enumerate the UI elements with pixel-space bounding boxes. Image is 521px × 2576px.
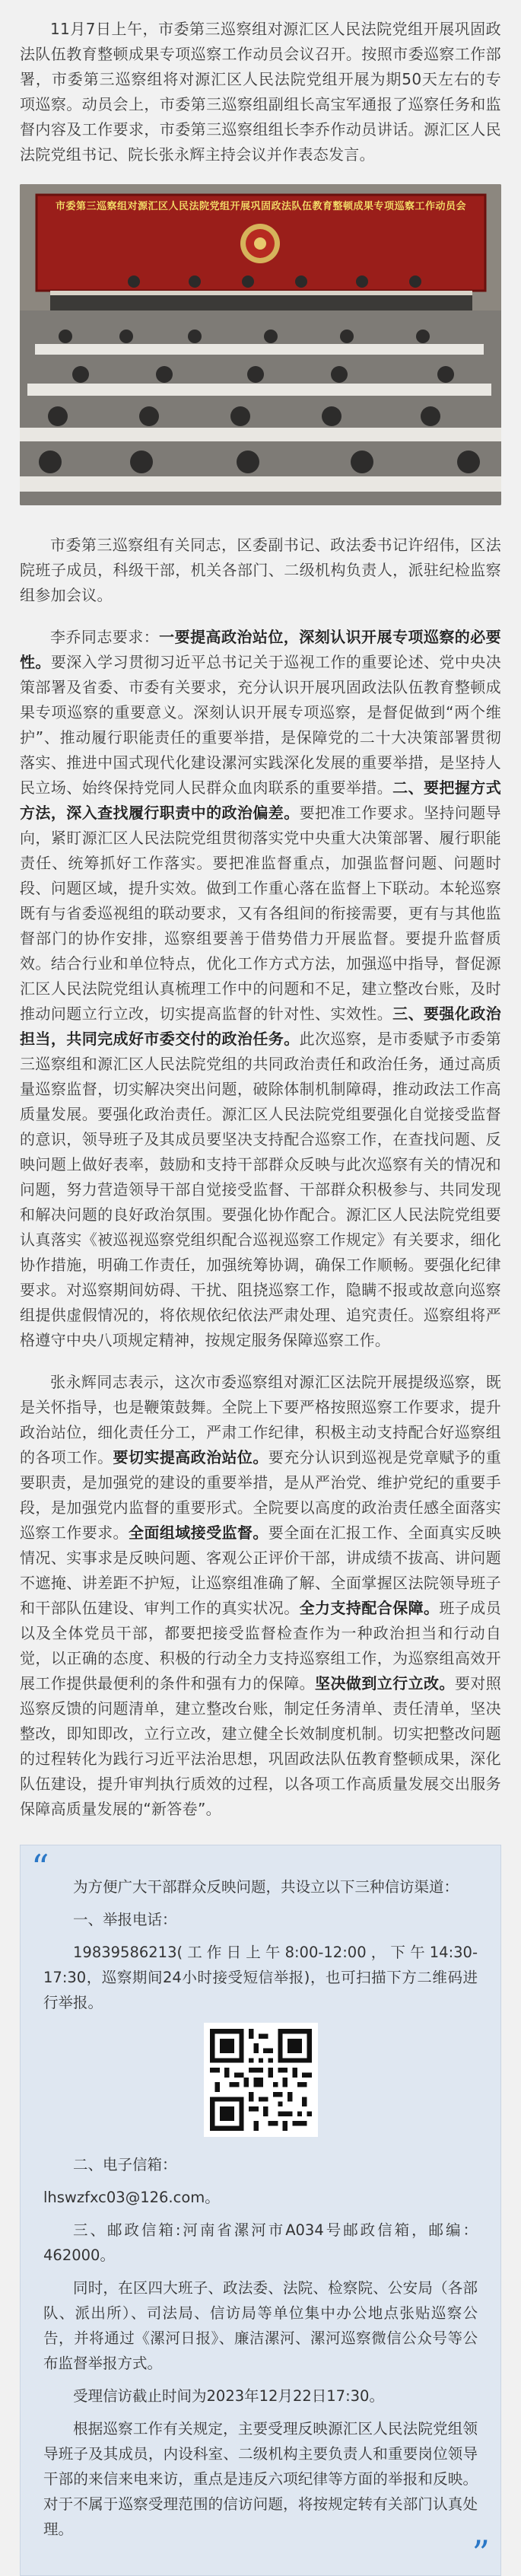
article-paragraph-2: 市委第三巡察组有关同志，区委副书记、政法委书记许绍伟，区法院班子成员，科级干部，机关各部门、二级机构负责人，派驻纪检监察组参加会议。 [20,536,501,604]
p4-text-4: 班子成员以及全体党员干部，都要把接受监督检查作为一种政治担当和行动自觉，以正确的态度、积极的行动全力支持巡察组工作，为巡察组高效开展工作提供最便利的条件和强有力的保障。 [20,1599,502,1692]
notice-boxes-text: 同时，在区四大班子、政法委、法院、检察院、公安局（各部队、派出所）、司法局、信访局等单位集中办公地点张贴巡察公告，并将通过《漯河日报》、廉洁漯河、漯河巡察微信公众号等公布监督举报方式。 [43,2279,478,2372]
scope-text: 根据巡察工作有关规定，主要受理反映源汇区人民法院党组领导班子及其成员，内设科室、二级机构主要负责人和重要岗位领导干部的来信来电来访，重点是违反六项纪律等方面的举报和反映。对于不属于巡察受理范围的信访问题，将按规定转有关部门认真处理。 [43,2420,478,2538]
phone-text: 19839586213(工作日上午8:00-12:00，下午14:30-17:30，巡察期间24小时接受短信举报)，也可扫描下方二维码进行举报。 [43,1944,478,2011]
p4-text-3: 要全面在汇报工作、全面真实反映情况、实事求是反映问题、客观公正评价干部，讲成绩不拔高、讲问题不遮掩、讲差距不护短，让巡察组准确了解、全面掌握区法院领导班子和干部队伍建设、审判工作的真实状况。 [20,1524,502,1617]
meeting-photo [20,184,501,505]
p3-point-1: 一要提高政治站位，深刻认识开展专项巡察的必要性。 [20,628,501,671]
p3-text-2: 要把准工作要求。坚持问题导向，紧盯源汇区人民法院党组贯彻落实党中央重大决策部署、履行职能责任、统筹抓好工作落实。要把准监督重点，加强监督问题、问题时段、问题区域，提升实效。做到工作重心落在监督上下联动。本轮巡察既有与省委巡视组的联动要求，又有各组间的衔接需要，更有与其他监督部门的协作安排，巡察组要善于借势借力开展监督。要提升监督质效。结合行业和单位特点，优化工作方式方法，加强巡中指导，督促源汇区人民法院党组认真梳理工作中的问题和不足，建立整改台账，及时推动问题立行立改，切实提高监督的针对性、实效性。 [20,804,501,1023]
qr-code[interactable] [204,2023,318,2137]
deadline-text: 受理信访截止时间为2023年12月22日17:30。 [73,2387,384,2405]
p4-point-2: 全面组域接受监督。 [128,1524,268,1542]
p3-point-2: 二、要把握方式方法，深入查找履行职责中的政治偏差。 [20,779,501,822]
p3-text-3: 此次巡察，是市委赋予市委第三巡察组和源汇区人民法院党组的共同政治责任和政治任务，通过高质量巡察监督，切实解决突出问题，破除体制机制障碍，推动政法工作高质量发展。要强化政治责任。源汇区人民法院党组要强化自觉接受监督的意识，领导班子及其成员要坚决支持配合巡察工作，在查找问题、反映问题上做好表率，鼓励和支持干部群众反映与此次巡察有关的情况和问题，努力营造领导干部自觉接受监督、干部群众积极参与、共同发现和解决问题的良好政治氛围。要强化协作配合。源汇区人民法院党组要认真落实《被巡视巡察党组织配合巡视巡察工作规定》有关要求，细化协作措施，明确工作责任，加强统筹协调，确保工作顺畅。要强化纪律要求。对巡察期间妨碍、干扰、阻挠巡察工作，隐瞒不报或故意向巡察组提供虚假情况的，将依规依纪依法严肃处理、追究责任。巡察组将严格遵守中央八项规定精神，按规定服务保障巡察工作。 [20,1030,501,1349]
p4-point-4: 坚决做到立行立改。 [315,1674,455,1692]
email-address[interactable] [43,2185,478,2210]
mail-box-text: 三、邮政信箱:河南省漯河市A034号邮政信箱，邮编：462000。 [43,2221,478,2264]
email-link[interactable]: lhswzfxc03@126.com。 [43,2189,220,2206]
p4-text-2: 要充分认识到巡视是党章赋予的重要职责，是加强党的建设的重要举措，是从严治党、维护党纪的重要手段，是加强党内监督的重要形式。全院要以高度的政治责任感全面落实巡察工作要求。 [20,1448,502,1542]
banner-text: 市委第三巡察组对源汇区人民法院党组开展巩固政法队伍教育整顿成果专项巡察工作动员会 [55,201,466,212]
phone-title: 一、举报电话： [73,1911,177,1928]
p3-point-3: 三、要强化政治担当，共同完成好市委交付的政治任务。 [20,1005,501,1048]
quote-close-icon: ” [472,2533,490,2574]
article-paragraph-4 [20,1370,501,1822]
p4-point-1: 要切实提高政治站位。 [113,1448,268,1466]
p4-text-1: 张永辉同志表示，这次市委巡察组对源汇区法院开展提级巡察，既是关怀指导，也是鞭策鼓舞。全院上下要严格按照巡察工作要求，提升政治站位，细化责任分工，严肃工作纪律，积极主动支持配合好巡察组的各项工作。 [20,1373,501,1466]
article-paragraph-3 [20,625,501,1353]
p3-intro: 李乔同志要求： [50,628,160,646]
quote-open-icon: “ [31,1847,49,1888]
email-title: 二、电子信箱： [73,2156,177,2173]
p3-text-1: 要深入学习贯彻习近平总书记关于巡视工作的重要论述、党中央决策部署及省委、市委有关要求，充分认识开展巩固政法队伍教育整顿成果专项巡察的重要意义。深刻认识开展专项巡察，是督促做到“两个维护”、推动履行职能责任的重要举措，是保障党的二十大决策部署贯彻落实、推进中国式现代化建设漯河实践深化发展的重要举措，是坚持人民立场、始终保持党同人民群众血肉联系的重要举措。 [20,653,502,797]
notice-intro: 为方便广大干部群众反映问题，共设立以下三种信访渠道： [73,1878,459,1896]
p4-text-5: 要对照巡察反馈的问题清单，建立整改台账，制定任务清单、责任清单，坚决整改，即知即改，立行立改，建立健全长效制度机制。切实把整改问题的过程转化为践行习近平法治思想，巩固政法队伍教育整顿成果，深化队伍建设，提升审判执行质效的过程，以各项工作高质量发展交出服务保障高质量发展的“新答卷”。 [20,1674,502,1818]
complaint-channels-box [20,1845,501,2576]
p4-point-3: 全力支持配合保障。 [299,1599,440,1617]
article-paragraph-1: 11月7日上午，市委第三巡察组对源汇区人民法院党组开展巩固政法队伍教育整顿成果专项巡察工作动员会议召开。按照市委巡察工作部署，市委第三巡察组将对源汇区人民法院党组开展为期50天左右的专项巡察。动员会上，市委第三巡察组副组长高宝军通报了巡察任务和监督内容及工作要求，市委第三巡察组组长李乔作动员讲话。源汇区人民法院党组书记、院长张永辉主持会议并作表态发言。 [20,20,501,164]
